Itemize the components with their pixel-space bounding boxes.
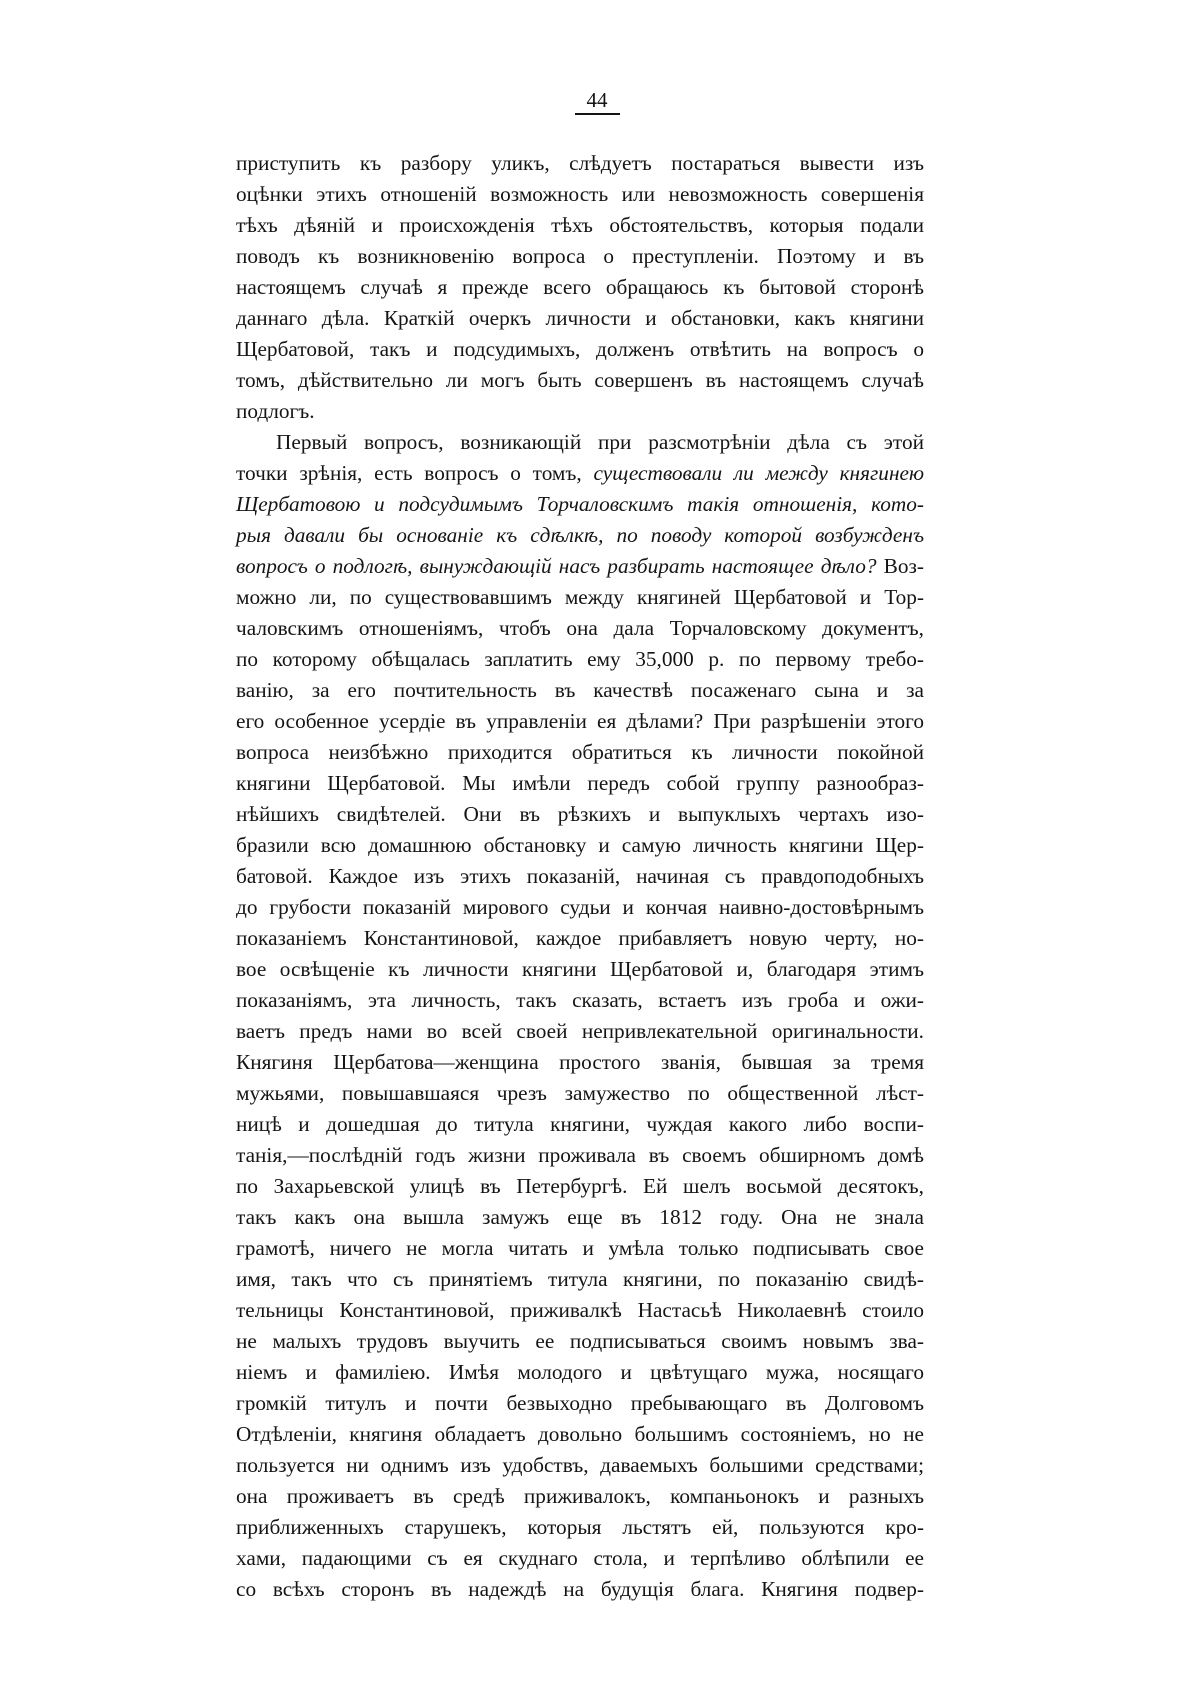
text-line: вое освѣщеніе къ личности княгини Щербатовой и, благодаря этимъ (236, 957, 924, 981)
text-line: до грубости показаній мирового судьи и кончая наивно-достовѣрнымъ (236, 895, 924, 919)
text-line: томъ, дѣйствительно ли могъ быть совершенъ въ настоящемъ случаѣ (236, 368, 924, 392)
text-line: приступить къ разбору уликъ, слѣдуетъ постараться вывести изъ (236, 151, 924, 175)
text-line: поводъ къ возникновенію вопроса о преступленіи. Поэтому и въ (236, 244, 924, 268)
text-line: вопроса неизбѣжно приходится обратиться къ личности покойной (236, 740, 924, 764)
text-line: имя, такъ что съ принятіемъ титула княгини, по показанію свидѣ- (236, 1267, 924, 1291)
text-line: тельницы Константиновой, приживалкѣ Настасьѣ Николаевнѣ стоило (236, 1298, 924, 1322)
italic-span: существовали ли между княгинею (593, 461, 924, 485)
text-line: нѣйшихъ свидѣтелей. Они въ рѣзкихъ и выпуклыхъ чертахъ изо- (236, 802, 924, 826)
text-line: со всѣхъ сторонъ въ надеждѣ на будущія блага. Княгиня подвер- (236, 1577, 924, 1601)
text-line: настоящемъ случаѣ я прежде всего обращаюсь къ бытовой сторонѣ (236, 275, 924, 299)
text-line: Княгиня Щербатова—женщина простого званія, бывшая за тремя (236, 1050, 924, 1074)
text-line: она проживаетъ въ средѣ приживалокъ, компаньонокъ и разныхъ (236, 1484, 924, 1508)
text-line: грамотѣ, ничего не могла читать и умѣла только подписывать свое (236, 1236, 924, 1260)
text-line: Щербатовой, такъ и подсудимыхъ, долженъ отвѣтить на вопросъ о (236, 337, 924, 361)
text-line: по которому обѣщалась заплатить ему 35,000 р. по первому требо- (236, 647, 924, 671)
text-line: бразили всю домашнюю обстановку и самую личность княгини Щер- (236, 833, 924, 857)
italic-line: рыя давали бы основаніе къ сдѣлкѣ, по поводу которой возбужденъ (236, 523, 924, 547)
text-line: хами, падающими съ ея скуднаго стола, и терпѣливо облѣпили ее (236, 1546, 924, 1570)
text-line: ванію, за его почтительность въ качествѣ посаженаго сына и за (236, 678, 924, 702)
text-line: оцѣнки этихъ отношеній возможность или невозможность совершенія (236, 182, 924, 206)
text-line (236, 551, 924, 581)
paragraph-start-line: Первый вопросъ, возникающій при разсмотрѣніи дѣла съ этой (276, 430, 924, 454)
text-line: такъ какъ она вышла замужъ еще въ 1812 году. Она не знала (236, 1205, 924, 1229)
page-number: 44 (0, 88, 1194, 115)
italic-span: вопросъ о подлогѣ, вынуждающій насъ разбирать настоящее дѣло? (236, 554, 877, 578)
text-line: его особенное усердіе въ управленіи ея дѣлами? При разрѣшеніи этого (236, 709, 924, 733)
text-line: по Захарьевской улицѣ въ Петербургѣ. Ей шелъ восьмой десятокъ, (236, 1174, 924, 1198)
text-line: показаніямъ, эта личность, такъ сказать, встаетъ изъ гроба и ожи- (236, 988, 924, 1012)
text-line: мужьями, повышавшаяся чрезъ замужество по общественной лѣст- (236, 1081, 924, 1105)
italic-line: Щербатовою и подсудимымъ Торчаловскимъ такія отношенія, кото- (236, 492, 924, 516)
text-line: не малыхъ трудовъ выучить ее подписываться своимъ новымъ зва- (236, 1329, 924, 1353)
text-line: приближенныхъ старушекъ, которыя льстятъ ей, пользуются кро- (236, 1515, 924, 1539)
text-line: даннаго дѣла. Краткій очеркъ личности и обстановки, какъ княгини (236, 306, 924, 330)
text-span: точки зрѣнія, есть вопросъ о томъ, (236, 461, 594, 485)
text-line: Отдѣленіи, княгиня обладаетъ довольно большимъ состояніемъ, но не (236, 1422, 924, 1446)
text-line: ницѣ и дошедшая до титула княгини, чуждая какого либо воспи- (236, 1112, 924, 1136)
text-line: княгини Щербатовой. Мы имѣли передъ собой группу разнообраз- (236, 771, 924, 795)
text-line: показаніемъ Константиновой, каждое прибавляетъ новую черту, но- (236, 926, 924, 950)
text-line: тѣхъ дѣяній и происхожденія тѣхъ обстоятельствъ, которыя подали (236, 213, 924, 237)
text-line: чаловскимъ отношеніямъ, чтобъ она дала Торчаловскому документъ, (236, 616, 924, 640)
text-span: Воз- (876, 554, 924, 578)
text-line: танія,—послѣдній годъ жизни проживала въ своемъ обширномъ домѣ (236, 1143, 924, 1167)
text-line: громкій титулъ и почти безвыходно пребывающаго въ Долговомъ (236, 1391, 924, 1415)
text-line: батовой. Каждое изъ этихъ показаній, начиная съ правдоподобныхъ (236, 864, 924, 888)
text-line (236, 458, 924, 488)
text-line: ніемъ и фамиліею. Имѣя молодого и цвѣтущаго мужа, носящаго (236, 1360, 924, 1384)
text-line: пользуется ни однимъ изъ удобствъ, даваемыхъ большими средствами; (236, 1453, 924, 1477)
text-line: можно ли, по существовавшимъ между княгиней Щербатовой и Тор- (236, 585, 924, 609)
text-line: ваетъ предъ нами во всей своей непривлекательной оригинальности. (236, 1019, 924, 1043)
text-line: подлогъ. (236, 399, 315, 423)
